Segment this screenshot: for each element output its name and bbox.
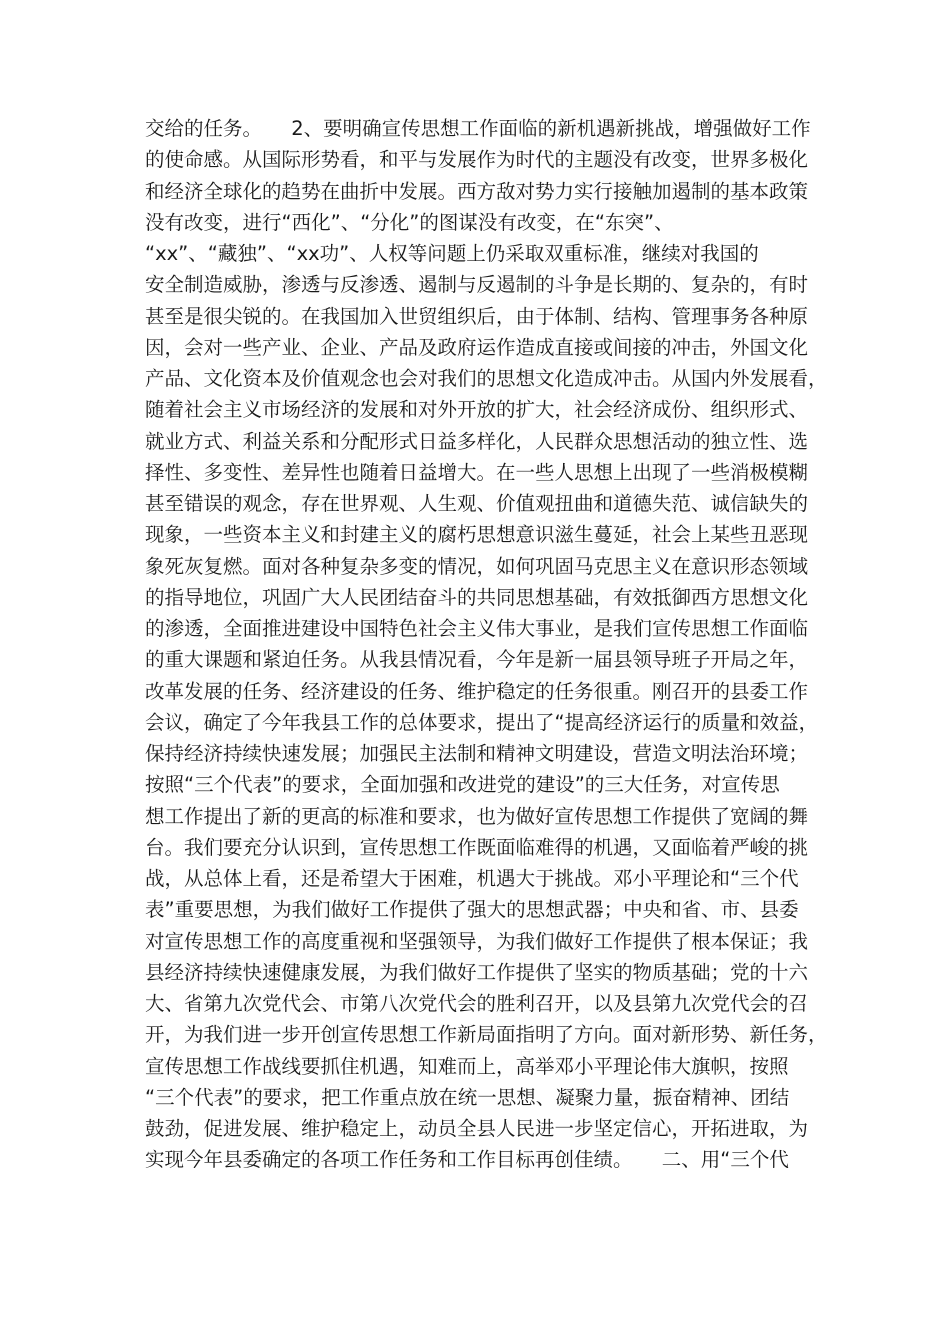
text-line: 鼓劲，促进发展、维护稳定上，动员全县人民进一步坚定信心，开拓进取，为	[145, 1117, 809, 1140]
text-line: 择性、多变性、差异性也随着日益增大。在一些人思想上出现了一些消极模糊	[145, 460, 809, 484]
text-line: 会议，确定了今年我县工作的总体要求，提出了“提高经济运行的质量和效益，	[145, 710, 819, 734]
text-line: 安全制造威胁，渗透与反渗透、遏制与反遏制的斗争是长期的、复杂的，有时	[145, 273, 809, 297]
text-line: 宣传思想工作战线要抓住机遇，知难而上，高举邓小平理论伟大旗帜，按照	[145, 1054, 789, 1078]
text-line: 甚至是很尖锐的。在我国加入世贸组织后，由于体制、结构、管理事务各种原	[145, 304, 809, 328]
text-line: “xx”、“藏独”、“xx功”、人权等问题上仍采取双重标准，继续对我国的	[145, 242, 759, 265]
text-line: 表”重要思想，为我们做好工作提供了强大的思想武器；中央和省、市、县委	[145, 898, 799, 922]
text-line: 交给的任务。 2、要明确宣传思想工作面临的新机遇新挑战，增强做好工作	[145, 117, 811, 140]
text-line: 甚至错误的观念，存在世界观、人生观、价值观扭曲和道德失范、诚信缺失的	[145, 492, 809, 515]
text-line: 就业方式、利益关系和分配形式日益多样化，人民群众思想活动的独立性、选	[145, 429, 809, 453]
document-body	[145, 113, 828, 1176]
text-line: 没有改变，进行“西化”、“分化”的图谋没有改变，在“东突”、	[145, 210, 674, 234]
text-line: 台。我们要充分认识到，宣传思想工作既面临难得的机遇，又面临着严峻的挑	[145, 835, 809, 859]
text-line: 的指导地位，巩固广大人民团结奋斗的共同思想基础，有效抵御西方思想文化	[145, 585, 809, 609]
text-line: “三个代表”的要求，把工作重点放在统一思想、凝聚力量，振奋精神、团结	[145, 1085, 790, 1109]
text-line: 开，为我们进一步开创宣传思想工作新局面指明了方向。面对新形势、新任务，	[145, 1023, 828, 1047]
text-line: 对宣传思想工作的高度重视和坚强领导，为我们做好工作提供了根本保证；我	[145, 929, 809, 953]
text-line: 的渗透，全面推进建设中国特色社会主义伟大事业，是我们宣传思想工作面临	[145, 617, 809, 640]
text-line: 因，会对一些产业、企业、产品及政府运作造成直接或间接的冲击，外国文化	[145, 335, 809, 359]
text-line: 随着社会主义市场经济的发展和对外开放的扩大，社会经济成份、组织形式、	[145, 398, 809, 422]
text-line: 的重大课题和紧迫任务。从我县情况看，今年是新一届县领导班子开局之年，	[145, 648, 809, 672]
text-line: 现象，一些资本主义和封建主义的腐朽思想意识滋生蔓延，社会上某些丑恶现	[145, 523, 809, 547]
text-line: 和经济全球化的趋势在曲折中发展。西方敌对势力实行接触加遏制的基本政策	[145, 179, 809, 203]
text-line: 保持经济持续快速发展；加强民主法制和精神文明建设，营造文明法治环境；	[145, 742, 809, 765]
text-line: 实现今年县委确定的各项工作任务和工作目标再创佳绩。 二、用“三个代	[145, 1148, 789, 1172]
text-line: 想工作提出了新的更高的标准和要求，也为做好宣传思想工作提供了宽阔的舞	[145, 804, 809, 828]
text-line: 改革发展的任务、经济建设的任务、维护稳定的任务很重。刚召开的县委工作	[145, 679, 809, 703]
text-line: 的使命感。从国际形势看，和平与发展作为时代的主题没有改变，世界多极化	[145, 148, 809, 172]
text-line: 按照“三个代表”的要求，全面加强和改进党的建设”的三大任务，对宣传思	[145, 773, 780, 797]
text-line: 产品、文化资本及价值观念也会对我们的思想文化造成冲击。从国内外发展看，	[145, 367, 828, 390]
text-line: 大、省第九次党代会、市第八次党代会的胜利召开，以及县第九次党代会的召	[145, 992, 809, 1015]
text-line: 县经济持续快速健康发展，为我们做好工作提供了坚实的物质基础；党的十六	[145, 960, 809, 984]
text-line: 象死灰复燃。面对各种复杂多变的情况，如何巩固马克思主义在意识形态领域	[145, 554, 809, 578]
text-line: 战，从总体上看，还是希望大于困难，机遇大于挑战。邓小平理论和“三个代	[145, 867, 799, 890]
